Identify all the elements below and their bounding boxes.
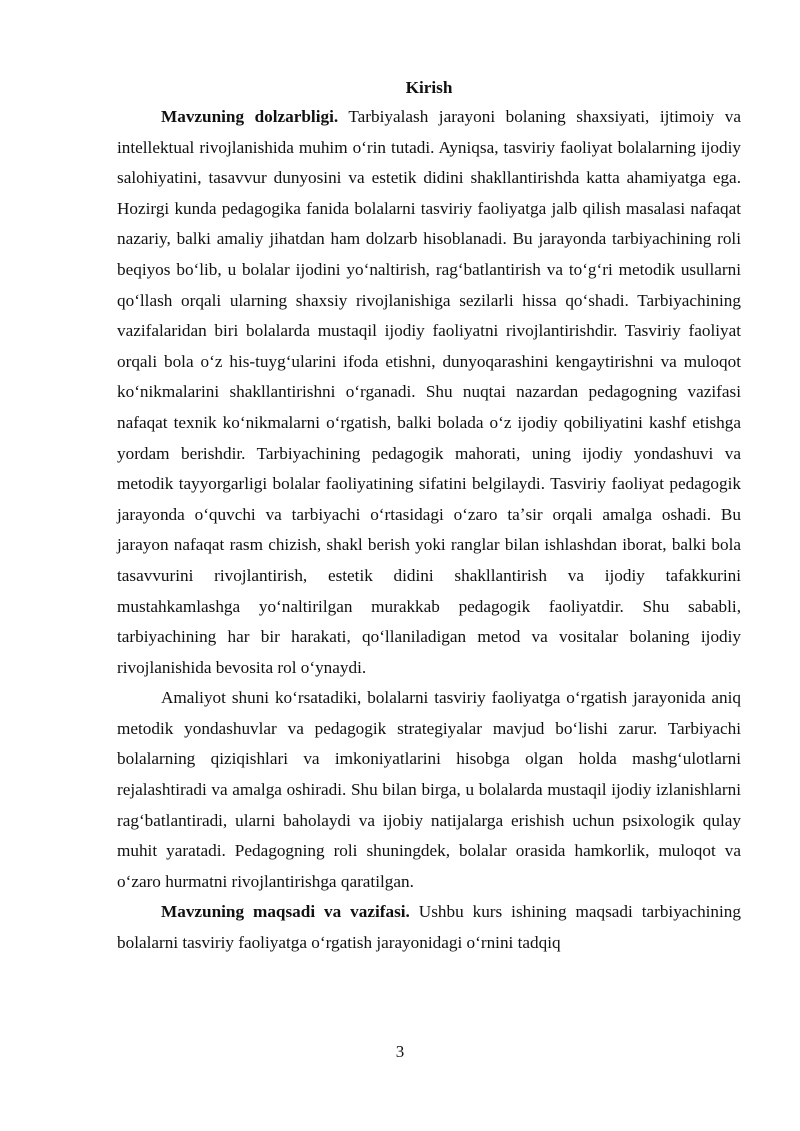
paragraph-text-practice: Amaliyot shuni koʻrsatadiki, bolalarni tasviriy faoliyatga oʻrgatish jarayonida aniq metodik yondashuvlar va pedagogik strategiyalar mavjud boʻlishi zarur. Tarbiyachi bolalarning qiziqishlari va imkoniyatlarini hisobga olgan holda mashgʻulotlarni rejalashtiradi va amalga oshiradi. Shu bilan birga, u bolalarda mustaqil ijodiy izlanishlarni ragʻbatlantiradi, ularni baholaydi va ijobiy natijalarga erishish uchun psixologik qulay muhit yaratadi. Pedagogning roli shuningdek, bolalar orasida hamkorlik, muloqot va oʻzaro hurmatni rivojlantirishga qaratilgan. [117,688,741,891]
paragraph-goal [117,897,741,958]
page-number: 3 [395,1042,405,1061]
paragraph-text-relevance: Tarbiyalash jarayoni bolaning shaxsiyati, ijtimoiy va intellektual rivojlanishida muhim oʻrin tutadi. Ayniqsa, tasviriy faoliyat bolalarning ijodiy salohiyatini, tasavvur dunyosini va estetik didini shakllantirishda katta ahamiyatga ega. Hozirgi kunda pedagogika fanida bolalarni tasviriy faoliyatga jalb qilish masalasi nafaqat nazariy, balki amaliy jihatdan ham dolzarb hisoblanadi. Bu jarayonda tarbiyachining roli beqiyos boʻlib, u bolalar ijodini yoʻnaltirish, ragʻbatlantirish va toʻgʻri metodik usullarni qoʻllash orqali ularning shaxsiy rivojlanishiga sezilarli hissa qoʻshadi. Tarbiyachining vazifalaridan biri bolalarda mustaqil ijodiy faoliyatni rivojlantirishdir. Tasviriy faoliyat orqali bola oʻz his-tuygʻularini ifoda etishni, dunyoqarashini kengaytirishni va muloqot koʻnikmalarini shakllantirishni oʻrganadi. Shu nuqtai nazardan pedagogning vazifasi nafaqat texnik koʻnikmalarni oʻrgatish, balki bolada oʻz ijodiy qobiliyatini kashf etishga yordam berishdir. Tarbiyachining pedagogik mahorati, uning ijodiy yondashuvi va metodik tayyorgarligi bolalar faoliyatining sifatini belgilaydi. Tasviriy faoliyat pedagogik jarayonda oʻquvchi va tarbiyachi oʻrtasidagi oʻzaro taʼsir orqali amalga oshadi. Bu jarayon nafaqat rasm chizish, shakl berish yoki ranglar bilan ishlashdan iborat, balki bola tasavvurini rivojlantirish, estetik didini shakllantirish va ijodiy tafakkurini mustahkamlashga yoʻnaltirilgan murakkab pedagogik faoliyatdir. Shu sababli, tarbiyachining har bir harakati, qoʻllaniladigan metod va vositalar bolaning ijodiy rivojlanishida bevosita rol oʻynaydi. [117,107,741,677]
section-title: Kirish [405,78,453,97]
paragraph-relevance [117,102,741,683]
paragraph-text-goal: Ushbu kurs ishining maqsadi tarbiyachining bolalarni tasviriy faoliyatga oʻrgatish jarayonidagi oʻrnini tadqiq [117,902,741,953]
paragraph-practice [117,683,741,897]
document-page [117,74,741,959]
paragraph-lead-relevance: Mavzuning dolzarbligi. [161,107,339,126]
paragraph-lead-goal: Mavzuning maqsadi va vazifasi. [161,902,410,922]
